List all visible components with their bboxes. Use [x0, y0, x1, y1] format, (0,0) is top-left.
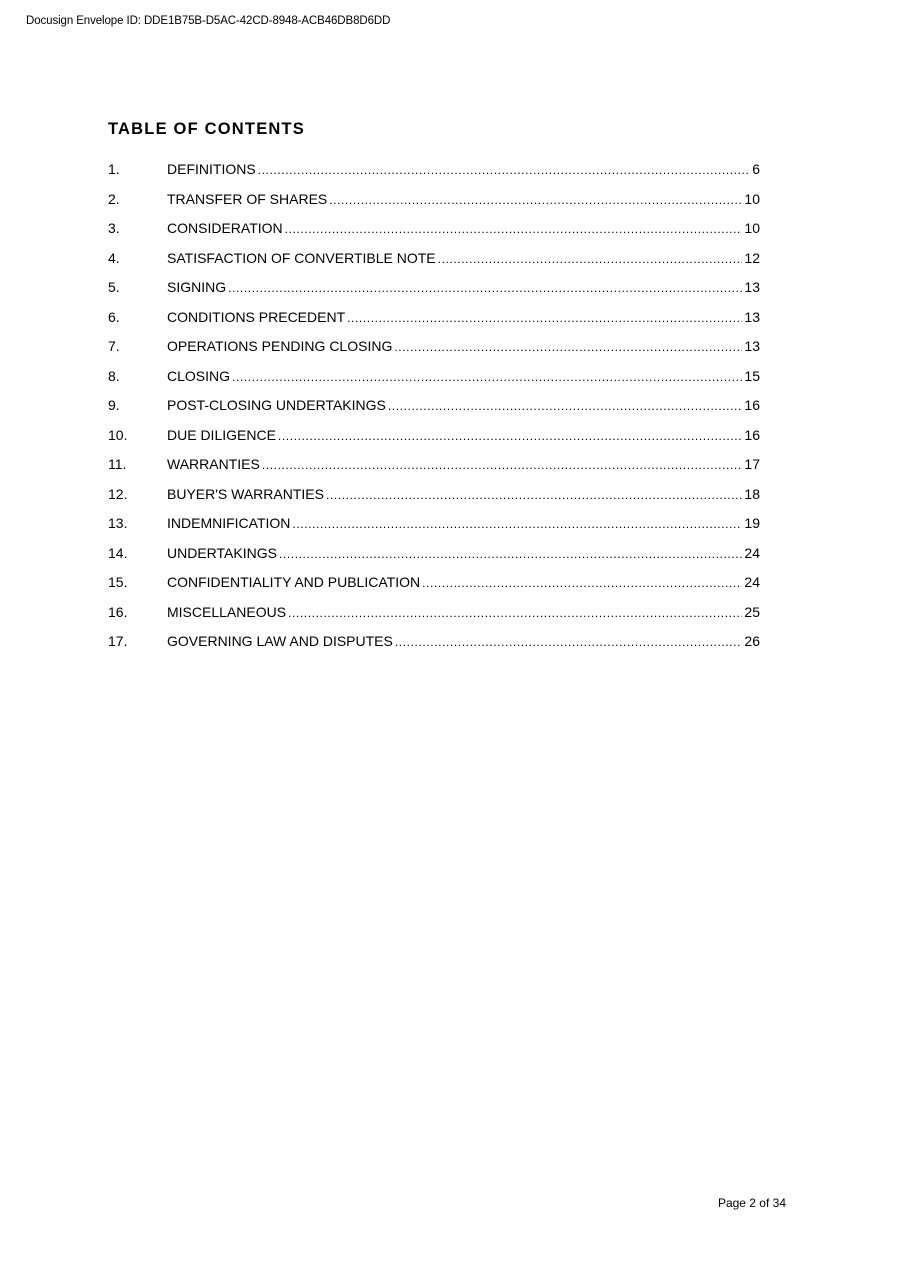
dot-leader	[258, 163, 751, 177]
toc-entry-page: 24	[744, 544, 760, 561]
toc-entry-page: 19	[744, 515, 760, 531]
toc-entry-number: 10.	[108, 426, 128, 443]
dot-leader	[232, 370, 742, 384]
toc-entry[interactable]	[108, 574, 760, 604]
toc-entry-page: 18	[744, 485, 760, 502]
dot-leader	[438, 252, 743, 266]
toc-entry[interactable]	[108, 515, 760, 545]
toc-entry[interactable]	[108, 633, 760, 663]
toc-entry-page: 25	[744, 603, 760, 620]
toc-entry-number: 1.	[108, 161, 120, 177]
toc-entry-title: CONSIDERATION	[167, 220, 283, 236]
toc-entry[interactable]	[108, 161, 760, 191]
toc-entry-page: 13	[744, 308, 760, 325]
toc-entry[interactable]	[108, 427, 760, 457]
toc-entry[interactable]	[108, 545, 760, 575]
dot-leader	[292, 517, 742, 531]
toc-entry-page: 16	[744, 397, 760, 413]
toc-entry-title: TRANSFER OF SHARES	[167, 190, 328, 207]
dot-leader	[329, 193, 742, 207]
dot-leader	[388, 399, 743, 413]
toc-entry-title: INDEMNIFICATION	[167, 515, 291, 531]
toc-entry[interactable]	[108, 191, 760, 221]
toc-entry-title: GOVERNING LAW AND DISPUTES	[167, 633, 393, 649]
toc-entry-number: 11.	[108, 456, 127, 472]
toc-entry-number: 2.	[108, 190, 120, 207]
toc-entry-number: 5.	[108, 279, 120, 295]
dot-leader	[422, 576, 742, 590]
toc-entry-number: 17.	[108, 633, 128, 649]
toc-entry[interactable]	[108, 220, 760, 250]
toc-entry-page: 10	[744, 220, 760, 236]
toc-entry-page: 16	[744, 426, 760, 443]
toc-entry-page: 17	[744, 456, 760, 472]
toc-entry[interactable]	[108, 604, 760, 634]
toc-entry[interactable]	[108, 456, 760, 486]
toc-entry-number: 8.	[108, 367, 120, 384]
toc-entry[interactable]	[108, 368, 760, 398]
dot-leader	[228, 281, 742, 295]
toc-entry-page: 13	[744, 338, 760, 354]
toc-entry-number: 3.	[108, 220, 120, 236]
toc-entry-page: 13	[744, 279, 760, 295]
page-number: Page 2 of 34	[717, 1196, 786, 1210]
toc-entry-number: 13.	[108, 515, 128, 531]
toc-entry[interactable]	[108, 397, 760, 427]
dot-leader	[288, 606, 742, 620]
toc-entry-page: 15	[744, 367, 760, 384]
toc-entry-title: DUE DILIGENCE	[167, 426, 276, 443]
dot-leader	[279, 547, 742, 561]
dot-leader	[262, 458, 743, 472]
envelope-id: Docusign Envelope ID: DDE1B75B-D5AC-42CD-8948-ACB46DB8D6DD	[26, 15, 391, 27]
dot-leader	[326, 488, 742, 502]
dot-leader	[278, 429, 743, 443]
toc-heading: TABLE OF CONTENTS	[108, 120, 306, 138]
toc-entry[interactable]	[108, 279, 760, 309]
toc-entry[interactable]	[108, 338, 760, 368]
toc-entry-title: BUYER'S WARRANTIES	[167, 485, 324, 502]
toc-entry-page: 12	[744, 249, 760, 266]
dot-leader	[394, 340, 742, 354]
toc-entry-page: 6	[752, 161, 760, 177]
toc-entry-title: SIGNING	[167, 279, 227, 295]
toc-entry[interactable]	[108, 486, 760, 516]
toc-entry-number: 14.	[108, 544, 128, 561]
dot-leader	[395, 635, 743, 649]
toc-entry-number: 6.	[108, 308, 120, 325]
toc-entry-title: UNDERTAKINGS	[167, 544, 277, 561]
toc-entry-page: 26	[744, 633, 760, 649]
toc-entry-title: CLOSING	[167, 367, 231, 384]
toc-entry[interactable]	[108, 309, 760, 339]
toc-entry-number: 9.	[108, 397, 120, 413]
toc-entry-title: POST-CLOSING UNDERTAKINGS	[167, 397, 386, 413]
toc-entry-number: 7.	[108, 338, 120, 354]
toc-entry-number: 4.	[108, 249, 120, 266]
toc-entry-page: 10	[744, 190, 760, 207]
dot-leader	[285, 222, 743, 236]
toc-entry-number: 15.	[108, 574, 128, 590]
toc-entry-title: WARRANTIES	[167, 456, 260, 472]
toc-entry-title: DEFINITIONS	[167, 161, 256, 177]
toc-entry-number: 12.	[108, 485, 128, 502]
toc-entry-title: MISCELLANEOUS	[167, 603, 287, 620]
toc-entry-title: CONDITIONS PRECEDENT	[167, 308, 346, 325]
toc-entry-page: 24	[744, 574, 760, 590]
toc-entry[interactable]	[108, 250, 760, 280]
toc-entry-title: CONFIDENTIALITY AND PUBLICATION	[167, 574, 421, 590]
toc-entry-number: 16.	[108, 603, 128, 620]
toc-entry-title: SATISFACTION OF CONVERTIBLE NOTE	[167, 249, 436, 266]
dot-leader	[347, 311, 742, 325]
toc-entry-title: OPERATIONS PENDING CLOSING	[167, 338, 393, 354]
toc-list	[108, 161, 760, 663]
